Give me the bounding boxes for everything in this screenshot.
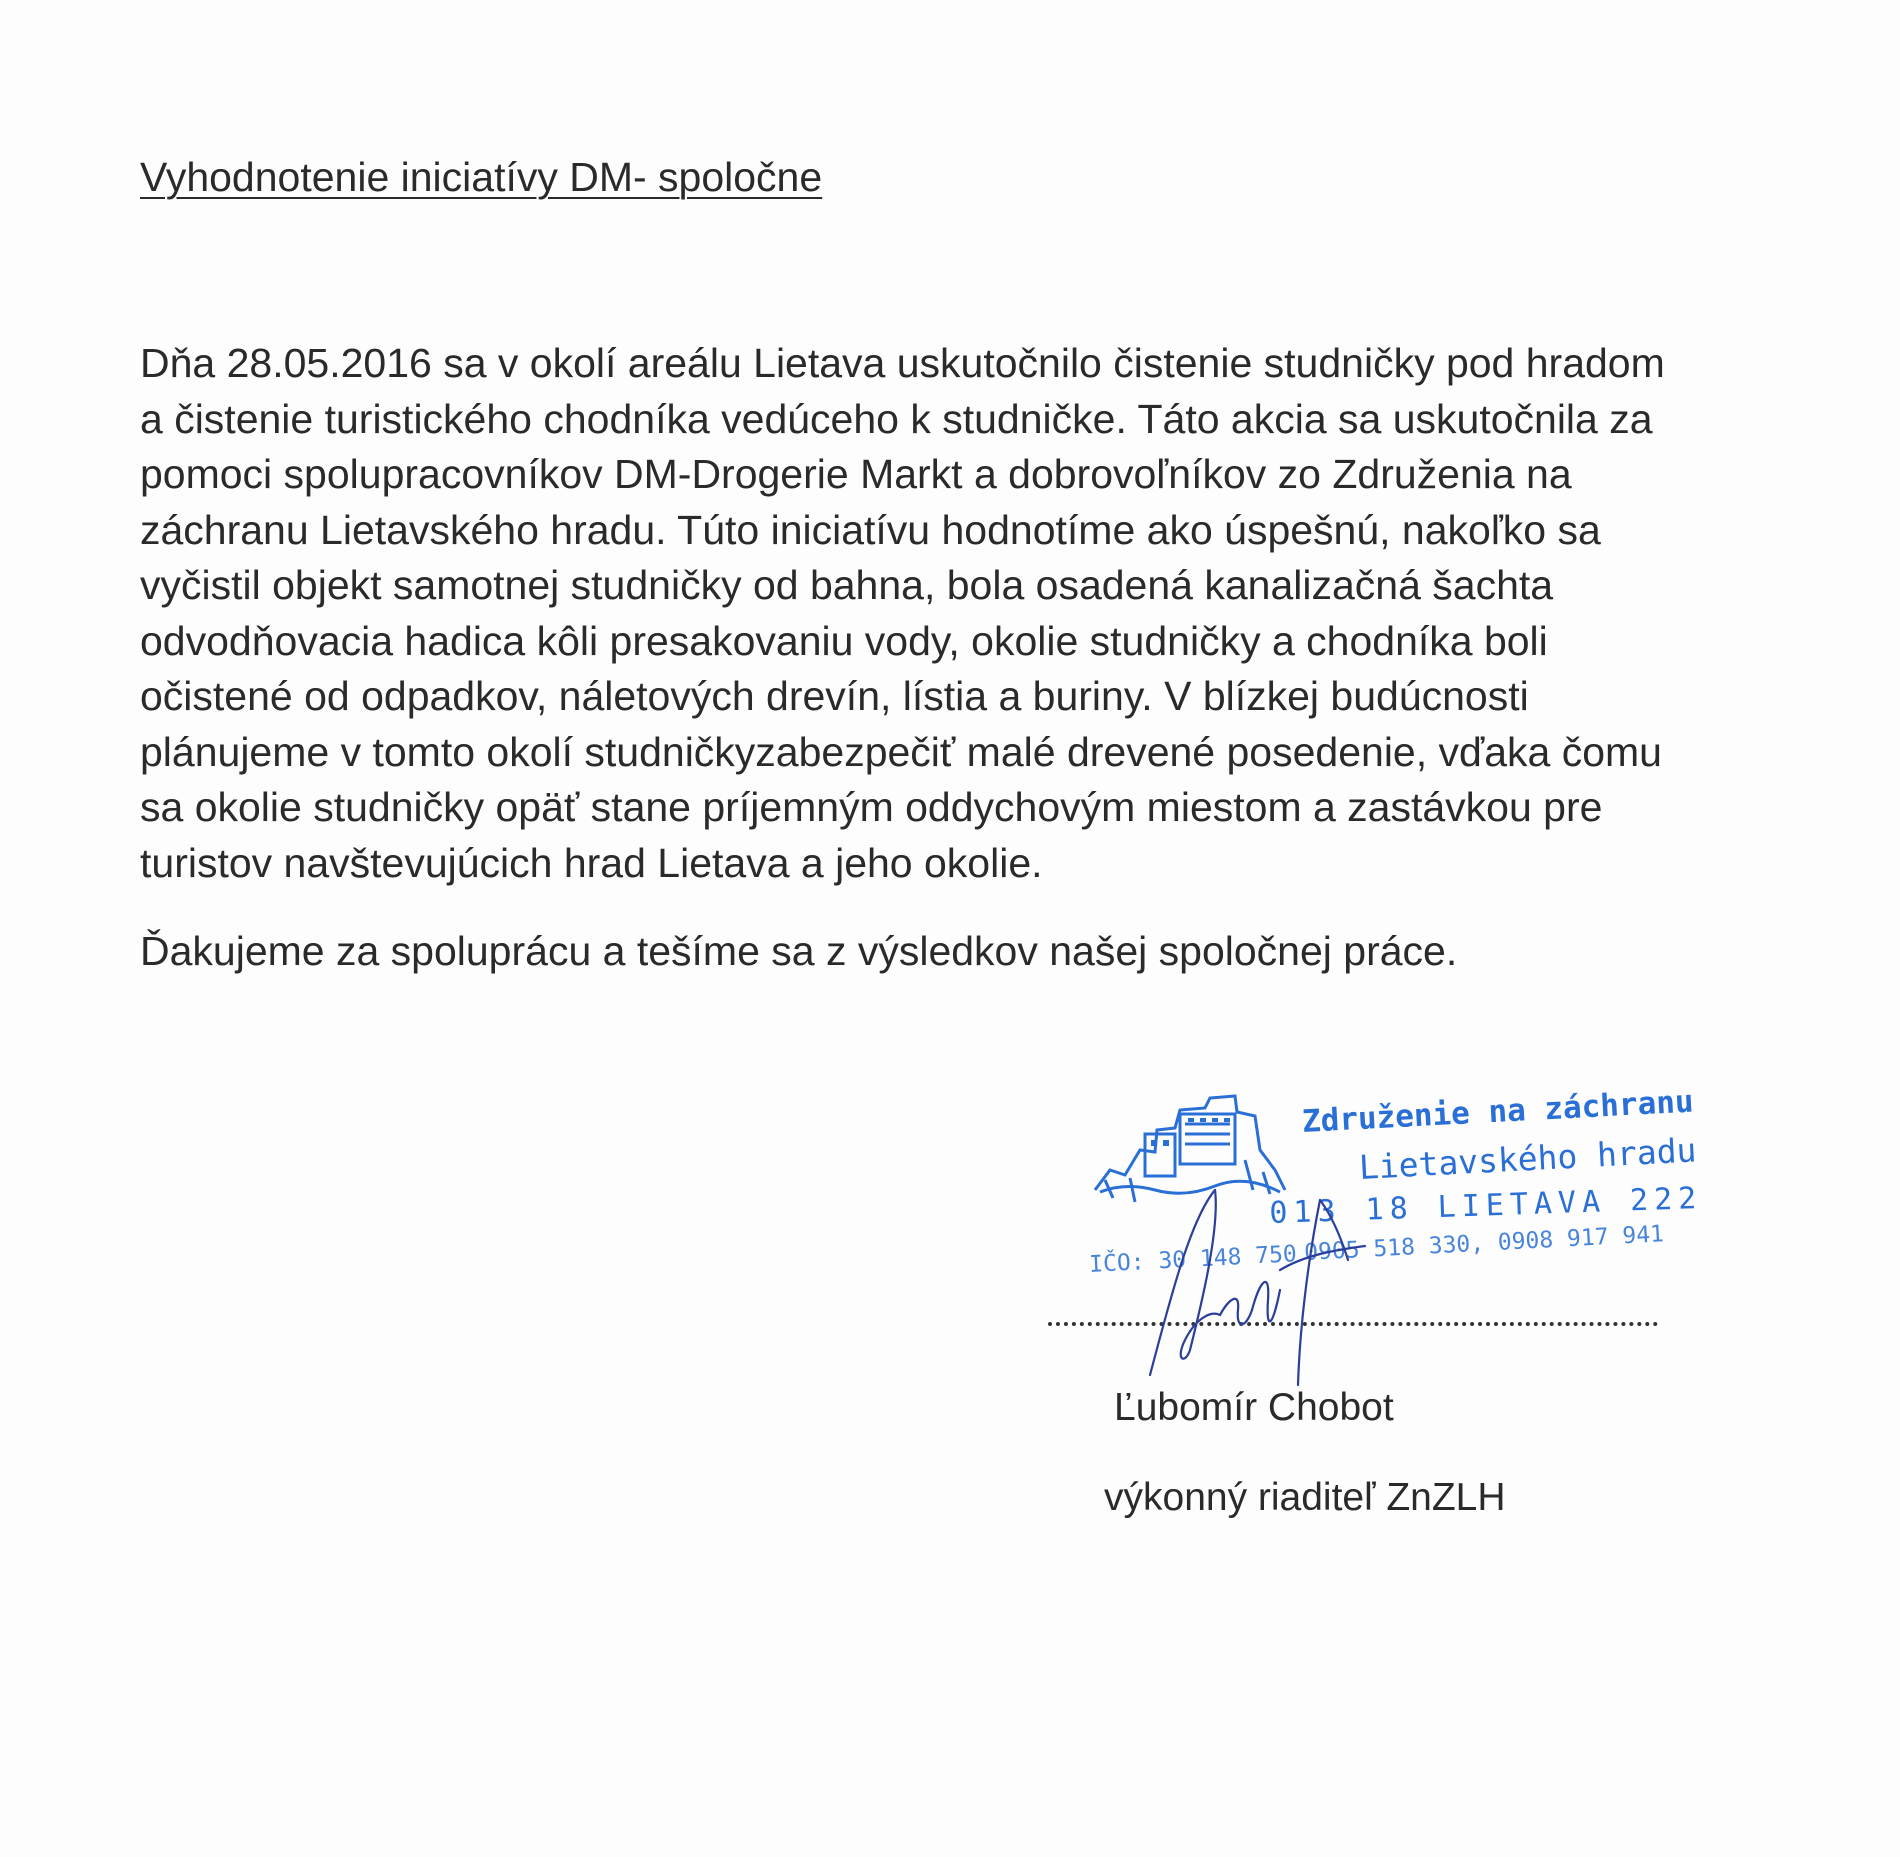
stamp-ico: IČO: 30 148 750 xyxy=(1088,1241,1298,1278)
body-line: turistov navštevujúcich hrad Lietava a jeho okolie. xyxy=(140,839,1043,886)
body-line: odvodňovacia hadica kôli presakovaniu vody, okolie studničky a chodníka boli xyxy=(140,617,1548,664)
body-paragraph xyxy=(140,336,1780,891)
body-line: záchranu Lietavského hradu. Túto iniciatívu hodnotíme ako úspešnú, nakoľko sa xyxy=(140,506,1601,553)
body-line: pomoci spolupracovníkov DM-Drogerie Markt a dobrovoľníkov zo Združenia na xyxy=(140,451,1572,497)
handwritten-signature xyxy=(1120,1160,1400,1390)
signer-name: Ľubomír Chobot xyxy=(1114,1386,1394,1429)
stamp-organization-line2: Lietavského hradu xyxy=(1357,1130,1698,1187)
body-line: sa okolie studničky opäť stane príjemným oddychovým miestom a zastávkou pre xyxy=(140,784,1603,830)
stamp-phone: 0905 518 330, 0908 917 941 xyxy=(1303,1221,1665,1266)
stamp-organization-line1: Združenie na záchranu xyxy=(1301,1083,1695,1140)
body-line: plánujeme v tomto okolí studničkyzabezpečiť malé drevené posedenie, vďaka čomu xyxy=(140,728,1662,775)
signer-role: výkonný riaditeľ ZnZLH xyxy=(1104,1476,1506,1519)
thanks-paragraph: Ďakujeme za spoluprácu a tešíme sa z výsledkov našej spoločnej práce. xyxy=(140,928,1458,974)
body-line: a čistenie turistického chodníka vedúceho k studničke. Táto akcia sa uskutočnila za xyxy=(140,395,1653,442)
body-line: očistené od odpadkov, náletových drevín, lístia a buriny. V blízkej budúcnosti xyxy=(140,673,1529,719)
document-title: Vyhodnotenie iniciatívy DM- spoločne xyxy=(140,154,823,200)
body-line: Dňa 28.05.2016 sa v okolí areálu Lietava uskutočnilo čistenie studničky pod hradom xyxy=(140,340,1665,386)
stamp-address: 013 18 LIETAVA 222 xyxy=(1268,1180,1703,1231)
body-line: vyčistil objekt samotnej studničky od bahna, bola osadená kanalizačná šachta xyxy=(140,562,1554,608)
